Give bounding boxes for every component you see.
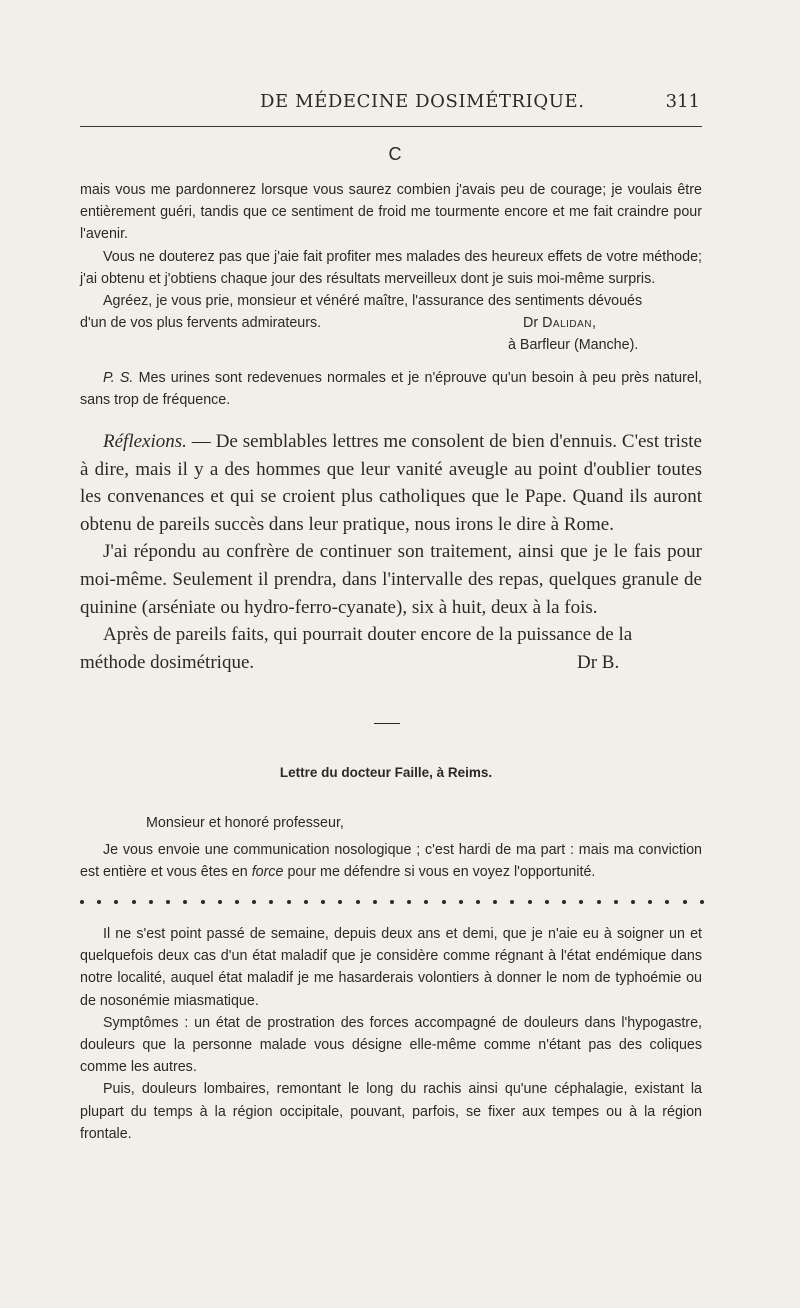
page-number: 311 [665,91,700,112]
paragraph: J'ai répondu au confrère de continuer son traitement, ainsi que je le fais pour moi-même. Seulement il prendra, dans l'intervalle des repas, quelques granule de quinine (arséniate ou hydro-ferro-cyanate), six à huit, deux à la fois. [80,541,702,618]
letter-continuation [80,179,702,412]
letter-intro [80,839,702,883]
paragraph: Symptômes : un état de prostration des forces accompagné de douleurs dans l'hypogastre, douleurs que la personne malade vous désigne elle-même comme n'étant pas des coliques comme les autres. [80,1014,702,1076]
paragraph: Agréez, je vous prie, monsieur et vénéré maître, l'assurance des sentiments dévoués [103,293,643,310]
closing-line [80,312,702,334]
running-header [80,89,702,117]
paragraph: Après de pareils faits, qui pourrait douter encore de la puissance de la [103,624,633,646]
ps-label: P. S. [103,370,134,387]
running-title: DE MÉDECINE DOSIMÉTRIQUE. [260,91,585,112]
paragraph: Puis, douleurs lombaires, remontant le long du rachis ainsi qu'une céphalagie, existant la plupart du temps à la région occipitale, pouvant, parfois, se fixer aux tempes ou à la région frontale. [80,1081,702,1142]
reflexions-section [80,428,702,677]
reflexions-label: Réflexions. [103,431,187,452]
signature [523,312,597,334]
signature-title: Dr [523,315,539,332]
signature-place: à Barfleur (Manche). [508,337,639,354]
text-a: Je vous envoie une communication nosologique ; c'est hardi de ma part : mais ma conviction est entière et vous êtes en [80,842,702,881]
paragraph: Vous ne douterez pas que j'aie fait profiter mes malades des heureux effets de votre méthode; j'ai obtenu et j'obtiens chaque jour des résultats merveilleux dont je suis moi-même surpris. [80,248,702,287]
postscript [80,367,702,411]
text-b: pour me défendre si vous en voyez l'opportunité. [287,864,596,881]
signature-name: Dalidan, [542,315,597,332]
closing-text: d'un de vos plus fervents admirateurs. [80,315,322,332]
closing-text: méthode dosimétrique. [80,651,255,673]
paragraph: Il ne s'est point passé de semaine, depuis deux ans et demi, que je n'aie eu à soigner un et quelquefois deux cas d'un état maladif que je considère comme régnant à l'état endémique dans notre localité, auquel état maladif je me hasarderais volontiers à donner le nom de typhoémie ou de nosonémie miasmatique. [80,926,702,1009]
header-rule [80,126,702,127]
paragraph: mais vous me pardonnerez lorsque vous saurez combien j'avais peu de courage; je voulais être entièrement guéri, tandis que ce sentiment de froid me tourmente encore et me fait craindre pour l'avenir. [80,182,702,243]
paragraph [80,428,702,538]
text-italic: force [251,864,284,881]
letter-body [80,923,702,1145]
salutation: Monsieur et honoré professeur, [146,815,344,831]
section-divider [374,723,400,724]
reflexions-text: — De semblables lettres me consolent de bien d'ennuis. C'est triste à dire, mais il y a des hommes que leur vanité aveugle au point d'oublier toutes les convenances et qui se croient plus catholiques que le Pape. Quand ils auront obtenu de pareils succès dans leur pratique, nous irons le dire à Rome. [80,431,702,535]
section-letter: C [388,144,402,164]
ps-text: Mes urines sont redevenues normales et je n'éprouve qu'un besoin à peu près naturel, sans trop de fréquence. [80,370,702,409]
letter-title: Lettre du docteur Faille, à Reims. [279,765,493,780]
signature: Dr B. [577,651,620,673]
paragraph [80,839,702,883]
ellipsis-dots [80,900,704,904]
signature-place-line [80,334,702,356]
reflexions-closing-line [80,649,702,677]
